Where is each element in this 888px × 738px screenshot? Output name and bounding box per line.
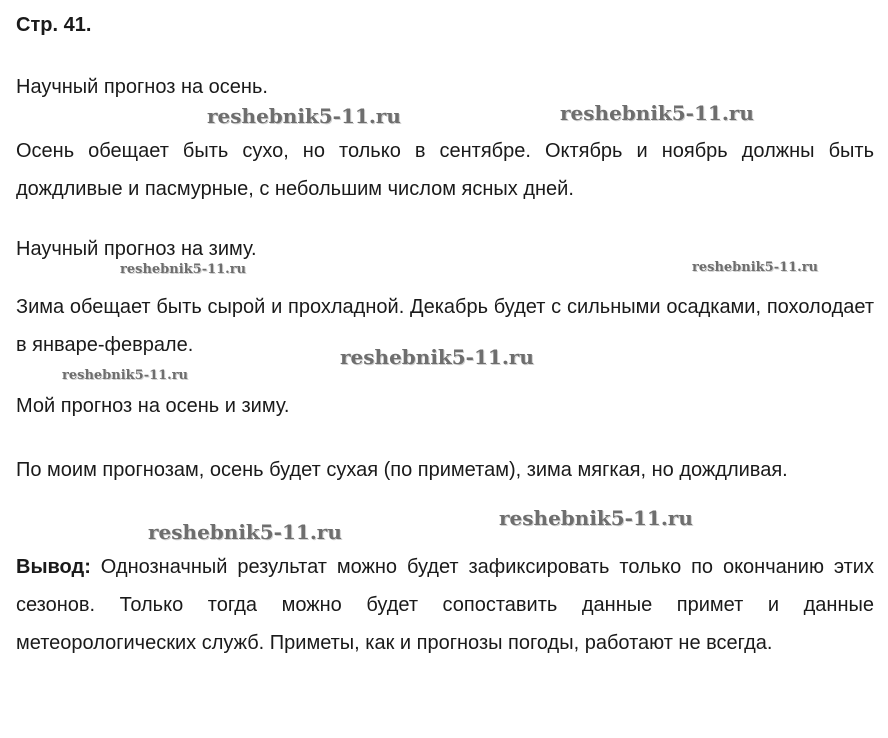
watermark: reshebnik5-11.ru (207, 104, 401, 128)
conclusion-text: Однозначный результат можно будет зафиксировать только по окончанию этих сезонов. Только тогда можно будет сопоставить данные примет и данные метеорологических служб. Приметы, как и прогнозы погоды, работают не всегда. (16, 556, 874, 654)
watermark: reshebnik5-11.ru (340, 345, 534, 369)
my-forecast-heading: Мой прогноз на осень и зиму. (16, 395, 290, 417)
winter-paragraph: Зима обещает быть сырой и прохладной. Декабрь будет с сильными осадками, похолодает в январе-феврале. (16, 296, 874, 356)
conclusion-label: Вывод: (16, 556, 91, 578)
conclusion-paragraph (16, 548, 874, 662)
winter-heading: Научный прогноз на зиму. (16, 238, 257, 260)
page-title: Стр. 41. (16, 14, 92, 36)
autumn-heading: Научный прогноз на осень. (16, 76, 268, 98)
watermark: reshebnik5-11.ru (692, 260, 819, 275)
autumn-paragraph: Осень обещает быть сухо, но только в сентябре. Октябрь и ноябрь должны быть дождливые и пасмурные, с небольшим числом ясных дней. (16, 140, 874, 200)
my-forecast-paragraph: По моим прогнозам, осень будет сухая (по приметам), зима мягкая, но дождливая. (16, 459, 788, 481)
watermark: reshebnik5-11.ru (148, 520, 342, 544)
watermark: reshebnik5-11.ru (560, 101, 754, 125)
watermark: reshebnik5-11.ru (499, 506, 693, 530)
watermark: reshebnik5-11.ru (62, 368, 189, 383)
watermark: reshebnik5-11.ru (120, 262, 247, 277)
